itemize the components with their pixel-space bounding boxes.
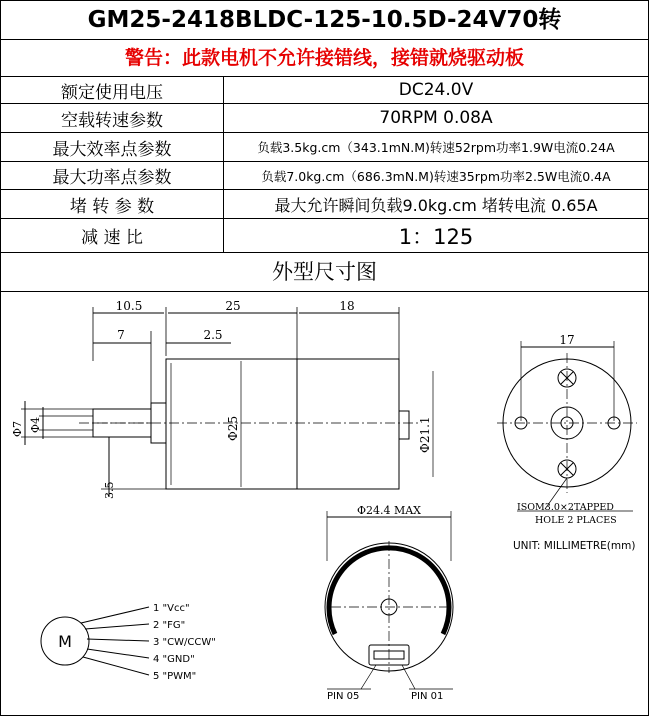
spec-label: 最大效率点参数 (1, 133, 224, 161)
tapped-note-2: HOLE 2 PLACES (535, 515, 617, 526)
tapped-note-1: ISOM3.0×2TAPPED (517, 502, 614, 513)
spec-value: DC24.0V (398, 80, 474, 100)
motor-body (297, 359, 399, 489)
dim-label: Φ25 (226, 415, 240, 441)
dim-label: 18 (339, 299, 355, 313)
spec-value: 最大允许瞬间负载9.0kg.cm 堵转电流 0.65A (274, 195, 598, 215)
wire-1 (81, 607, 149, 623)
dim-label: Φ4 (29, 416, 42, 433)
dim-label: Φ21.1 (418, 416, 432, 453)
spec-value: 负载3.5kg.cm（343.1mN.M)转速52rpm功率1.9W电流0.24A (257, 140, 615, 155)
wire-label: 1 "Vcc" (153, 603, 190, 614)
section-title: 外型尺寸图 (1, 253, 648, 292)
dim-label: 25 (225, 299, 241, 313)
pin01-label: PIN 01 (411, 691, 444, 702)
wire-4 (87, 649, 149, 658)
spec-row-ratio (1, 219, 648, 253)
spec-row-stall (1, 190, 648, 219)
spec-label: 堵 转 参 数 (1, 190, 224, 218)
wire-label: 5 "PWM" (153, 671, 197, 682)
pin05-label: PIN 05 (327, 691, 360, 702)
dim-label: Φ7 (11, 420, 24, 437)
product-title: GM25-2418BLDC-125-10.5D-24V70转 (1, 1, 648, 40)
dim-label: 7 (117, 328, 125, 342)
dim-label: 10.5 (115, 299, 143, 313)
spec-value: 70RPM 0.08A (379, 108, 493, 128)
wire-5 (83, 657, 149, 675)
unit-note: UNIT: MILLIMETRE(mm) (513, 540, 636, 552)
spec-row-max-power (1, 162, 648, 190)
wire-label: 4 "GND" (153, 654, 195, 665)
wire-label: 3 "CW/CCW" (153, 637, 216, 648)
spec-label: 减 速 比 (1, 219, 224, 252)
wire-label: 2 "FG" (153, 620, 186, 631)
wire-3 (87, 639, 149, 641)
spec-row-noload (1, 104, 648, 133)
spec-value: 负载7.0kg.cm（686.3mN.M)转速35rpm功率2.5W电流0.4A (261, 168, 611, 184)
wire-2 (85, 624, 149, 629)
spec-value: 1：125 (398, 224, 474, 249)
spec-label: 额定使用电压 (1, 77, 224, 103)
spec-row-max-efficiency (1, 133, 648, 162)
dim-label: 17 (559, 333, 575, 347)
motor-end-boss (399, 411, 409, 439)
spec-row-voltage (1, 77, 648, 104)
motor-symbol-label: M (58, 632, 72, 651)
warning-text: 警告：此款电机不允许接错线，接错就烧驱动板 (1, 40, 648, 77)
spec-label: 空载转速参数 (1, 104, 224, 132)
dim-label: Φ24.4 MAX (356, 504, 422, 517)
dimension-drawing (1, 292, 648, 715)
dim-label: 2.5 (203, 328, 223, 342)
dim-label: 3.5 (103, 481, 116, 499)
spec-label: 最大功率点参数 (1, 162, 224, 189)
